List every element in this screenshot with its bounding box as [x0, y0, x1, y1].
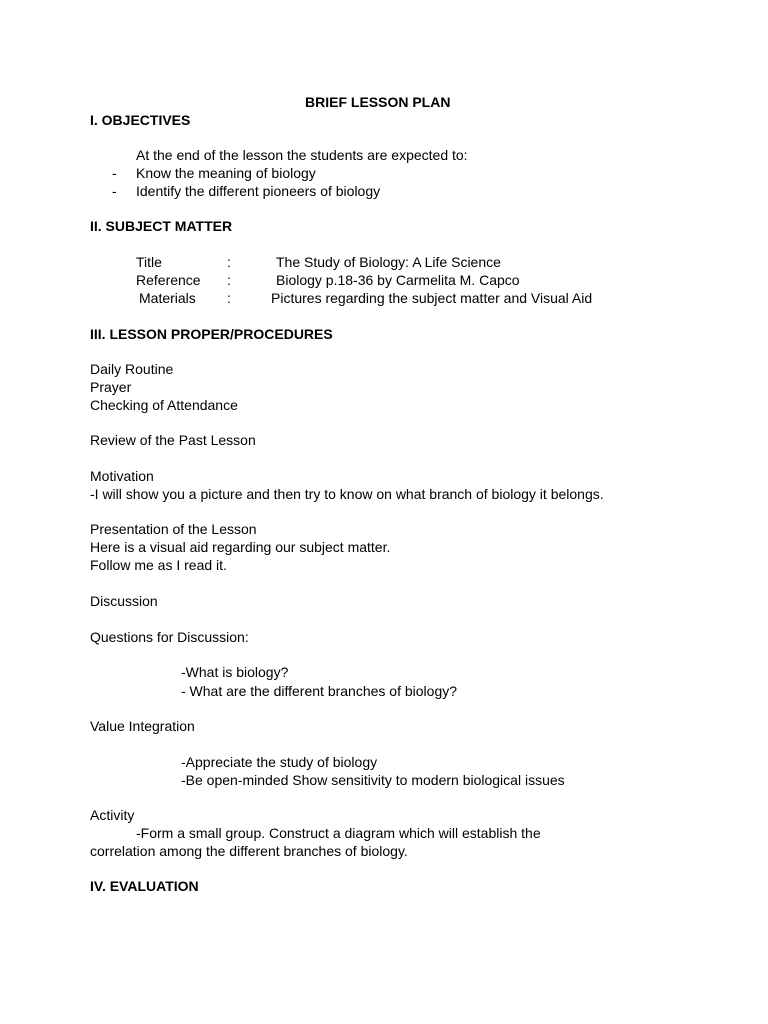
document-title: BRIEF LESSON PLAN: [305, 94, 451, 110]
value-item: -Be open-minded Show sensitivity to modern biological issues: [181, 772, 565, 788]
bullet-marker: -: [112, 165, 117, 181]
value-integration-label: Value Integration: [90, 718, 195, 734]
motivation-label: Motivation: [90, 468, 154, 484]
subject-separator: :: [227, 290, 231, 306]
activity-text-line: correlation among the different branches of biology.: [90, 843, 408, 859]
bullet-marker: -: [112, 183, 117, 199]
question-item: -What is biology?: [181, 664, 289, 680]
prayer-label: Prayer: [90, 379, 132, 395]
presentation-line: Follow me as I read it.: [90, 557, 227, 573]
objectives-heading: I. OBJECTIVES: [90, 112, 191, 128]
subject-matter-heading: II. SUBJECT MATTER: [90, 218, 233, 234]
subject-value-reference: Biology p.18-36 by Carmelita M. Capco: [276, 272, 520, 288]
attendance-label: Checking of Attendance: [90, 397, 238, 413]
discussion-label: Discussion: [90, 593, 158, 609]
subject-value-title: The Study of Biology: A Life Science: [276, 254, 501, 270]
question-item: - What are the different branches of biology?: [181, 683, 458, 699]
presentation-label: Presentation of the Lesson: [90, 521, 257, 537]
objective-item: Identify the different pioneers of biology: [136, 183, 381, 199]
subject-separator: :: [227, 272, 231, 288]
subject-value-materials: Pictures regarding the subject matter and Visual Aid: [271, 290, 593, 306]
activity-label: Activity: [90, 807, 135, 823]
questions-label: Questions for Discussion:: [90, 629, 249, 645]
value-item: -Appreciate the study of biology: [181, 754, 378, 770]
motivation-text: -I will show you a picture and then try to know on what branch of biology it belongs.: [90, 486, 604, 502]
procedures-heading: III. LESSON PROPER/PROCEDURES: [90, 326, 333, 342]
presentation-line: Here is a visual aid regarding our subject matter.: [90, 539, 391, 555]
activity-text-line: -Form a small group. Construct a diagram which will establish the: [136, 825, 541, 841]
evaluation-heading: IV. EVALUATION: [90, 878, 199, 894]
subject-label-materials: Materials: [139, 290, 196, 306]
subject-label-reference: Reference: [136, 272, 201, 288]
objectives-intro: At the end of the lesson the students are expected to:: [136, 147, 468, 163]
subject-separator: :: [227, 254, 231, 270]
objective-item: Know the meaning of biology: [136, 165, 316, 181]
daily-routine-label: Daily Routine: [90, 361, 174, 377]
review-label: Review of the Past Lesson: [90, 432, 256, 448]
subject-label-title: Title: [136, 254, 162, 270]
